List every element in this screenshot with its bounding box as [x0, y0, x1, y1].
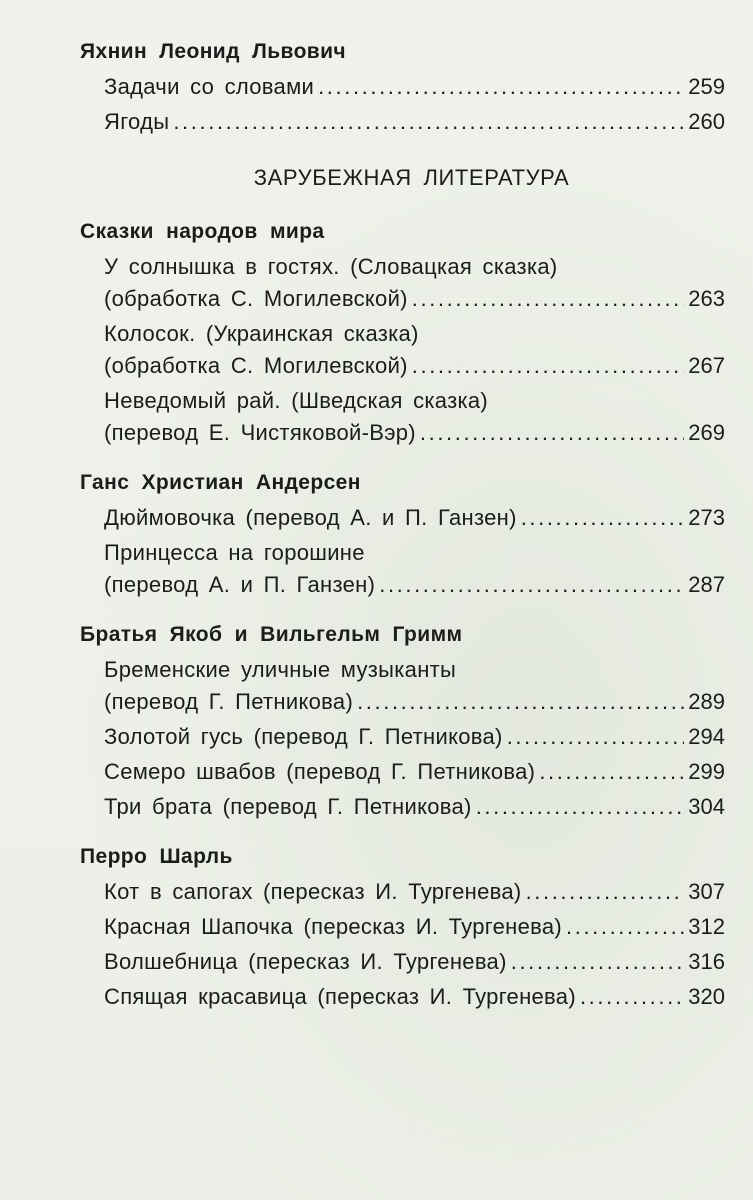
toc-entry [80, 756, 725, 788]
toc-entry [80, 71, 725, 103]
entry-title: (перевод Г. Петникова) [104, 689, 354, 714]
toc-entry [80, 876, 725, 908]
entry-title: Золотой гусь (перевод Г. Петникова) [104, 724, 503, 749]
author-name: Сказки народов мира [80, 220, 325, 243]
page-number: 299 [688, 759, 725, 784]
dot-leader [526, 876, 685, 908]
page-number: 287 [688, 572, 725, 597]
page-number: 269 [688, 420, 725, 445]
entry-title: Дюймовочка (перевод А. и П. Ганзен) [104, 505, 517, 530]
page-number: 316 [688, 949, 725, 974]
entry-title: Три брата (перевод Г. Петникова) [104, 794, 472, 819]
page-number: 289 [688, 689, 725, 714]
page-number: 259 [688, 74, 725, 99]
toc-entry [80, 537, 725, 601]
entry-title-line1: Бременские уличные музыканты [104, 657, 457, 682]
entry-title: Семеро швабов (перевод Г. Петникова) [104, 759, 536, 784]
toc-entry [80, 106, 725, 138]
entry-title: (перевод А. и П. Ганзен) [104, 572, 376, 597]
entry-title: Задачи со словами [104, 74, 315, 99]
dot-leader [511, 946, 685, 978]
author-group-perrault [80, 841, 725, 1013]
toc-entry [80, 721, 725, 753]
dot-leader [521, 502, 685, 534]
dot-leader [412, 350, 684, 382]
entry-title: Волшебница (пересказ И. Тургенева) [104, 949, 507, 974]
dot-leader [357, 686, 684, 718]
toc-entry [80, 318, 725, 382]
table-of-contents [80, 36, 725, 1013]
entry-title: Спящая красавица (пересказ И. Тургенева) [104, 984, 576, 1009]
entry-title-line1: Принцесса на горошине [104, 540, 365, 565]
author-group-yakhnin [80, 36, 725, 138]
dot-leader [566, 911, 684, 943]
toc-entry [80, 791, 725, 823]
author-name: Ганс Христиан Андерсен [80, 471, 361, 494]
page-number: 263 [688, 286, 725, 311]
dot-leader [318, 71, 684, 103]
dot-leader [580, 981, 684, 1013]
toc-entry [80, 946, 725, 978]
entry-title-line1: У солнышка в гостях. (Словацкая сказка) [104, 254, 558, 279]
page-number: 307 [688, 879, 725, 904]
section-heading: ЗАРУБЕЖНАЯ ЛИТЕРАТУРА [253, 165, 570, 190]
entry-title: (обработка С. Могилевской) [104, 286, 408, 311]
page-number: 312 [688, 914, 725, 939]
author-group-folk-tales [80, 216, 725, 449]
page-number: 294 [688, 724, 725, 749]
dot-leader [173, 106, 684, 138]
toc-entry [80, 251, 725, 315]
author-name: Яхнин Леонид Львович [80, 40, 347, 63]
toc-entry [80, 911, 725, 943]
page-number: 304 [688, 794, 725, 819]
entry-title: (обработка С. Могилевской) [104, 353, 408, 378]
dot-leader [412, 283, 684, 315]
entry-title: Кот в сапогах (пересказ И. Тургенева) [104, 879, 522, 904]
toc-entry [80, 502, 725, 534]
dot-leader [379, 569, 684, 601]
author-group-grimm [80, 619, 725, 823]
toc-entry [80, 385, 725, 449]
dot-leader [420, 417, 684, 449]
entry-title: Ягоды [104, 109, 170, 134]
page-number: 267 [688, 353, 725, 378]
dot-leader [507, 721, 685, 753]
toc-entry [80, 654, 725, 718]
entry-title-line1: Неведомый рай. (Шведская сказка) [104, 388, 489, 413]
page-number: 273 [688, 505, 725, 530]
author-name: Перро Шарль [80, 845, 233, 868]
dot-leader [476, 791, 685, 823]
toc-entry [80, 981, 725, 1013]
page-number: 260 [688, 109, 725, 134]
entry-title: (перевод Е. Чистяковой-Вэр) [104, 420, 416, 445]
entry-title: Красная Шапочка (пересказ И. Тургенева) [104, 914, 563, 939]
author-name: Братья Якоб и Вильгельм Гримм [80, 623, 463, 646]
author-group-andersen [80, 467, 725, 601]
entry-title-line1: Колосок. (Украинская сказка) [104, 321, 419, 346]
dot-leader [539, 756, 684, 788]
page-number: 320 [688, 984, 725, 1009]
